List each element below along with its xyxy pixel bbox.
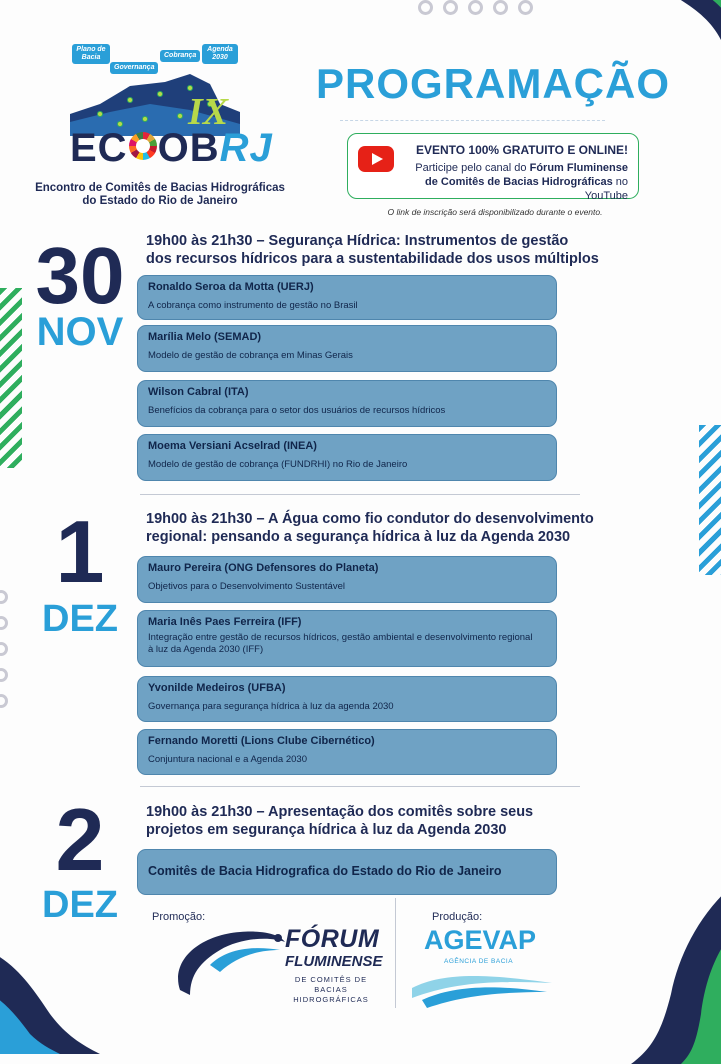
- agevap-waves: [412, 968, 552, 1008]
- event-line2-b: no YouTube: [584, 176, 628, 202]
- section-title-day3-line1: 19h00 às 21h30 – Apresentação dos comitês sobre seus: [146, 804, 534, 820]
- event-line2-a: de Comitês de Bacias Hidrográficas: [425, 176, 613, 188]
- event-title: EVENTO 100% GRATUITO E ONLINE!: [415, 143, 628, 157]
- forum-logo-line1: FÓRUM: [285, 925, 380, 953]
- logo-subtitle: [30, 182, 290, 208]
- forum-logo-line3: [288, 975, 374, 1005]
- talk-card: [137, 729, 557, 775]
- talk-topic-line1: Integração entre gestão de recursos hídricos, gestão ambiental e desenvolvimento regional: [148, 632, 533, 643]
- talk-speaker: Marília Melo (SEMAD): [148, 331, 262, 343]
- logo-tag-governanca: Governança: [110, 62, 158, 74]
- section-title-day2-line2: regional: pensando a segurança hídrica à luz da Agenda 2030: [146, 529, 571, 545]
- section-title-day1: [146, 232, 616, 268]
- decorative-stripes-right: [699, 425, 721, 575]
- section-divider: [140, 494, 580, 495]
- title-divider: [340, 120, 605, 121]
- logo-tag-agenda: Agenda 2030: [202, 44, 238, 64]
- talk-topic: Modelo de gestão de cobrança em Minas Gerais: [148, 350, 353, 361]
- forum-logo-swoosh: [170, 920, 290, 1000]
- event-line1-a: Participe pelo canal do: [415, 162, 530, 174]
- talk-topic: [148, 632, 546, 656]
- decorative-wave-bottom-right: [591, 864, 721, 1064]
- talk-card: [137, 325, 557, 372]
- forum-logo-line2: FLUMINENSE: [285, 953, 383, 970]
- logo-wordmark: [70, 126, 273, 171]
- page-title: PROGRAMAÇÃO: [316, 60, 670, 107]
- talk-topic: Conjuntura nacional e a Agenda 2030: [148, 754, 307, 765]
- production-label: Produção:: [432, 911, 483, 923]
- date-month-dez: DEZ: [42, 598, 118, 640]
- section-title-day2-line1: 19h00 às 21h30 – A Água como fio condutor do desenvolvimento: [146, 511, 594, 527]
- event-info-box: [347, 133, 639, 202]
- logo-subtitle-line2: do Estado do Rio de Janeiro: [82, 195, 238, 207]
- event-description: [398, 161, 628, 203]
- logo-ec: EC: [70, 126, 128, 170]
- date-month-nov: NOV: [36, 310, 124, 354]
- talk-card: [137, 434, 557, 481]
- section-divider: [140, 786, 580, 787]
- youtube-icon: [358, 146, 394, 172]
- date-day-30: 30: [35, 231, 125, 320]
- talk-speaker: Wilson Cabral (ITA): [148, 386, 249, 398]
- section-title-day3-line2: projetos em segurança hídrica à luz da Agenda 2030: [146, 822, 507, 838]
- logo-tag-cobranca: Cobrança: [160, 50, 200, 62]
- talk-card: [137, 275, 557, 320]
- agevap-subtitle: AGÊNCIA DE BACIA: [444, 958, 514, 965]
- talk-topic: A cobrança como instrumento de gestão no Brasil: [148, 300, 358, 311]
- section-title-day2: [146, 510, 616, 546]
- talk-card: [137, 849, 557, 895]
- logo-tag-plano: Plano de Bacia: [72, 44, 110, 64]
- section-title-day1-line1: 19h00 às 21h30 – Segurança Hídrica: Instrumentos de gestão: [146, 233, 569, 249]
- talk-speaker: Moema Versiani Acselrad (INEA): [148, 440, 317, 452]
- talk-speaker: Mauro Pereira (ONG Defensores do Planeta): [148, 562, 379, 574]
- talk-topic-line2: à luz da Agenda 2030 (IFF): [148, 644, 264, 655]
- talk-speaker: Comitês de Bacia Hidrografica do Estado do Rio de Janeiro: [148, 864, 502, 878]
- decorative-dots-left: [0, 590, 8, 708]
- date-day-1: 1: [55, 502, 105, 601]
- talk-speaker: Yvonilde Medeiros (UFBA): [148, 682, 286, 694]
- talk-card: [137, 610, 557, 667]
- sdg-wheel-icon: [129, 132, 157, 160]
- talk-speaker: Fernando Moretti (Lions Clube Cibernético): [148, 735, 375, 747]
- section-title-day3: [146, 803, 616, 839]
- ecobrj-logo: [30, 42, 290, 212]
- agevap-logo: AGEVAP: [424, 925, 537, 955]
- talk-card: [137, 380, 557, 427]
- talk-speaker: Ronaldo Seroa da Motta (UERJ): [148, 281, 314, 293]
- logo-edition: IX: [188, 91, 229, 133]
- talk-topic: Objetivos para o Desenvolvimento Sustentável: [148, 581, 345, 592]
- talk-topic: Benefícios da cobrança para o setor dos usuários de recursos hídricos: [148, 405, 446, 416]
- date-day-2: 2: [55, 790, 105, 889]
- talk-speaker: Maria Inês Paes Ferreira (IFF): [148, 616, 302, 628]
- footer-divider: [395, 898, 396, 1008]
- forum-logo-line3b: BACIAS HIDROGRÁFICAS: [293, 985, 369, 1004]
- decorative-wave-bottom-left: [0, 924, 100, 1054]
- date-month-dez-2: DEZ: [42, 884, 118, 926]
- logo-ob: OB: [157, 126, 220, 170]
- talk-topic: Modelo de gestão de cobrança (FUNDRHI) no Rio de Janeiro: [148, 459, 408, 470]
- talk-topic: Governança para segurança hídrica à luz da agenda 2030: [148, 701, 394, 712]
- forum-logo-line3a: DE COMITÊS DE: [294, 975, 368, 984]
- logo-subtitle-line1: Encontro de Comitês de Bacias Hidrográficas: [35, 182, 285, 194]
- talk-card: [137, 676, 557, 722]
- event-line1-b: Fórum Fluminense: [529, 162, 628, 174]
- talk-card: [137, 556, 557, 603]
- decorative-dots-top: [418, 0, 533, 15]
- promotion-label: Promoção:: [152, 911, 206, 923]
- decorative-stripes-left: [0, 288, 22, 468]
- section-title-day1-line2: dos recursos hídricos para a sustentabilidade dos usos múltiplos: [146, 251, 599, 267]
- logo-rj: RJ: [219, 126, 273, 170]
- link-note: O link de inscrição será disponibilizado durante o evento.: [387, 207, 603, 217]
